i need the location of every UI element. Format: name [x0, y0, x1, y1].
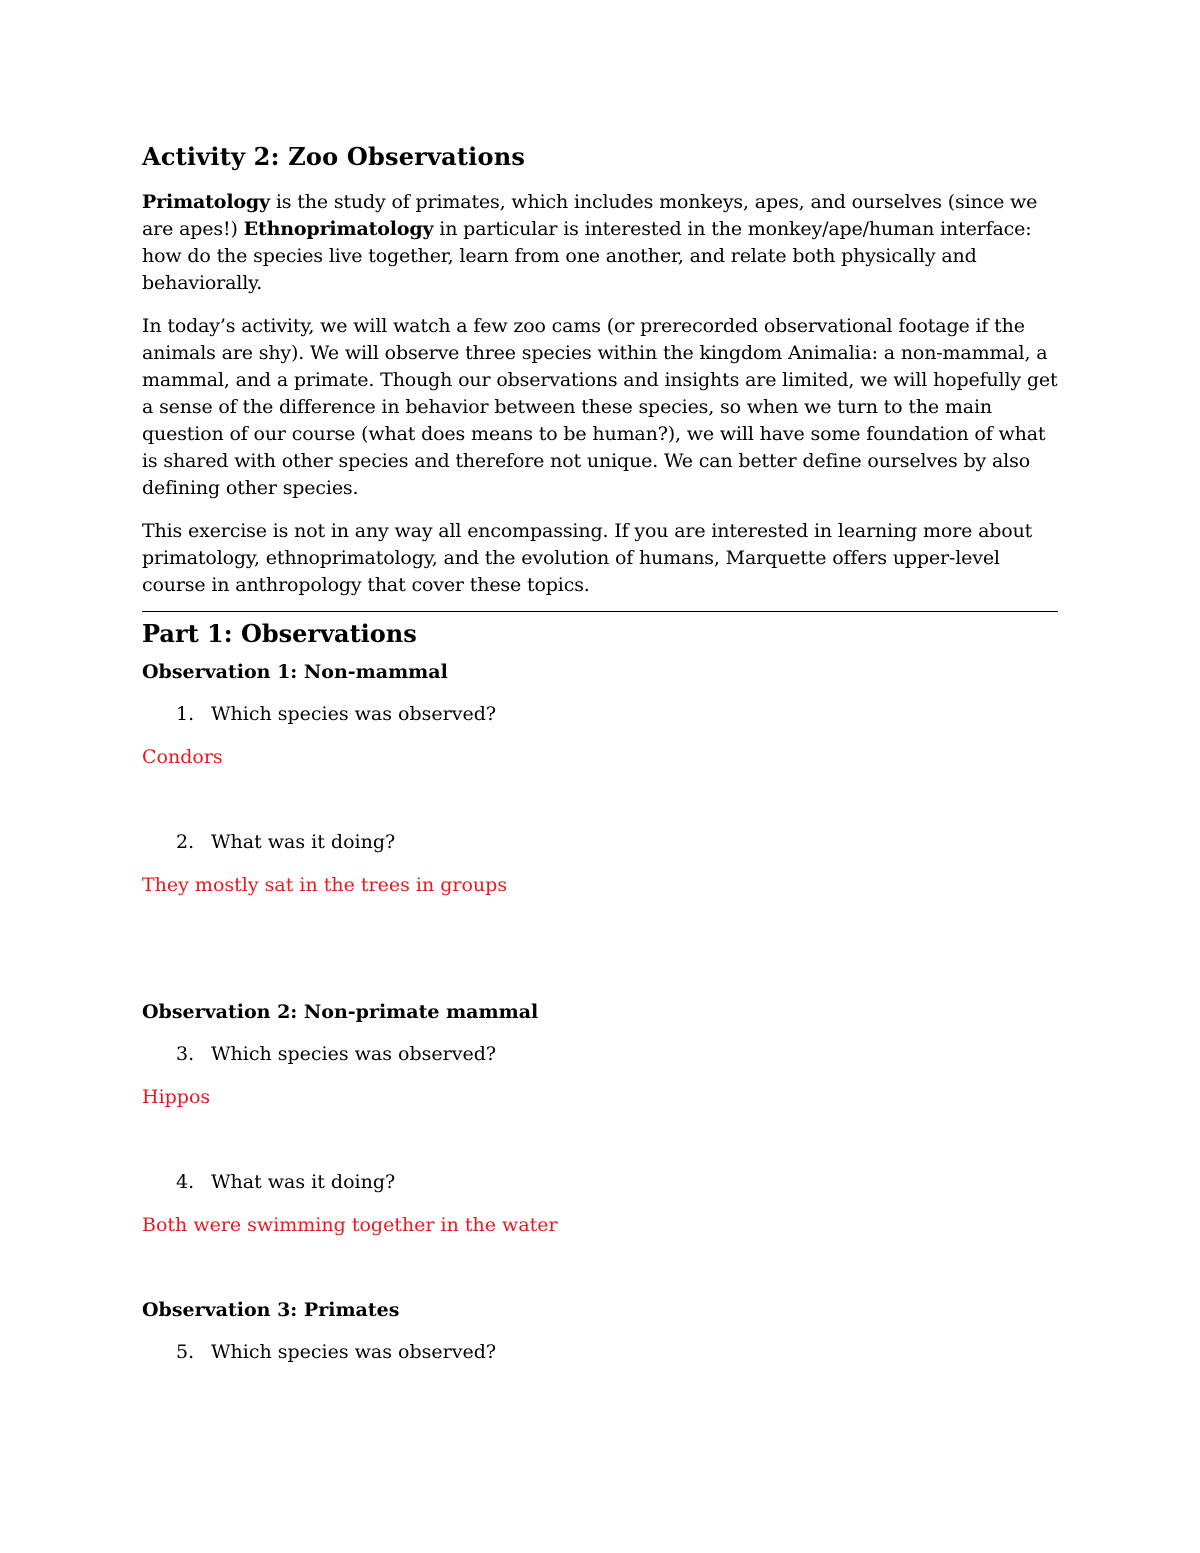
question-4-number: 4.	[176, 1171, 195, 1193]
intro-paragraph-1	[142, 189, 1058, 297]
answer-2: They mostly sat in the trees in groups	[142, 874, 508, 896]
question-2-text: What was it doing?	[211, 831, 396, 853]
question-3	[142, 1041, 1058, 1068]
question-4-text: What was it doing?	[211, 1171, 396, 1193]
answer-4: Both were swimming together in the water	[142, 1214, 558, 1236]
observation-3-heading: Observation 3: Primates	[142, 1299, 400, 1321]
question-3-number: 3.	[176, 1043, 195, 1065]
term-ethnoprimatology: Ethnoprimatology	[243, 218, 434, 240]
question-5	[142, 1339, 1058, 1366]
question-3-text: Which species was observed?	[211, 1043, 497, 1065]
intro-paragraph-2: In today’s activity, we will watch a few zoo cams (or prerecorded observational footage if the animals are shy). We will observe three species within the kingdom Animalia: a non-mammal, a mammal, and a primate. Though our observations and insights are limited, we will hopefully get a sense of the difference in behavior between these species, so when we turn to the main question of our course (what does means to be human?), we will have some foundation of what is shared with other species and therefore not unique. We can better define ourselves by also defining other species.	[142, 315, 1058, 499]
observation-3-section	[142, 1297, 1058, 1366]
question-5-number: 5.	[176, 1341, 195, 1363]
question-2	[142, 829, 1058, 856]
question-4	[142, 1169, 1058, 1196]
intro-paragraph-1-text-a: is the study of primates, which includes monkeys, apes, and ourselves (since we are apes!)	[142, 191, 1038, 240]
intro-paragraph-3: This exercise is not in any way all encompassing. If you are interested in learning more about primatology, ethnoprimatology, and the evolution of humans, Marquette offers upper-level course in anthropology that cover these topics.	[142, 520, 1033, 596]
observation-2-section	[142, 999, 1058, 1239]
intro-paragraph-1-text-b: in particular is interested in the monkey/ape/human interface: how do the species live together, learn from one another, and relate both physically and behaviorally.	[142, 218, 1032, 294]
question-1-number: 1.	[176, 703, 195, 725]
observation-1-section	[142, 659, 1058, 899]
observation-1-heading: Observation 1: Non-mammal	[142, 661, 448, 683]
section-divider	[142, 611, 1058, 612]
question-5-text: Which species was observed?	[211, 1341, 497, 1363]
answer-3: Hippos	[142, 1086, 211, 1108]
question-2-number: 2.	[176, 831, 195, 853]
question-1-text: Which species was observed?	[211, 703, 497, 725]
question-1	[142, 701, 1058, 728]
observation-2-heading: Observation 2: Non-primate mammal	[142, 1001, 539, 1023]
term-primatology: Primatology	[142, 191, 270, 213]
answer-1: Condors	[142, 746, 223, 768]
part-1-heading: Part 1: Observations	[142, 619, 417, 648]
activity-title: Activity 2: Zoo Observations	[142, 142, 526, 171]
document-page	[142, 140, 1058, 1382]
